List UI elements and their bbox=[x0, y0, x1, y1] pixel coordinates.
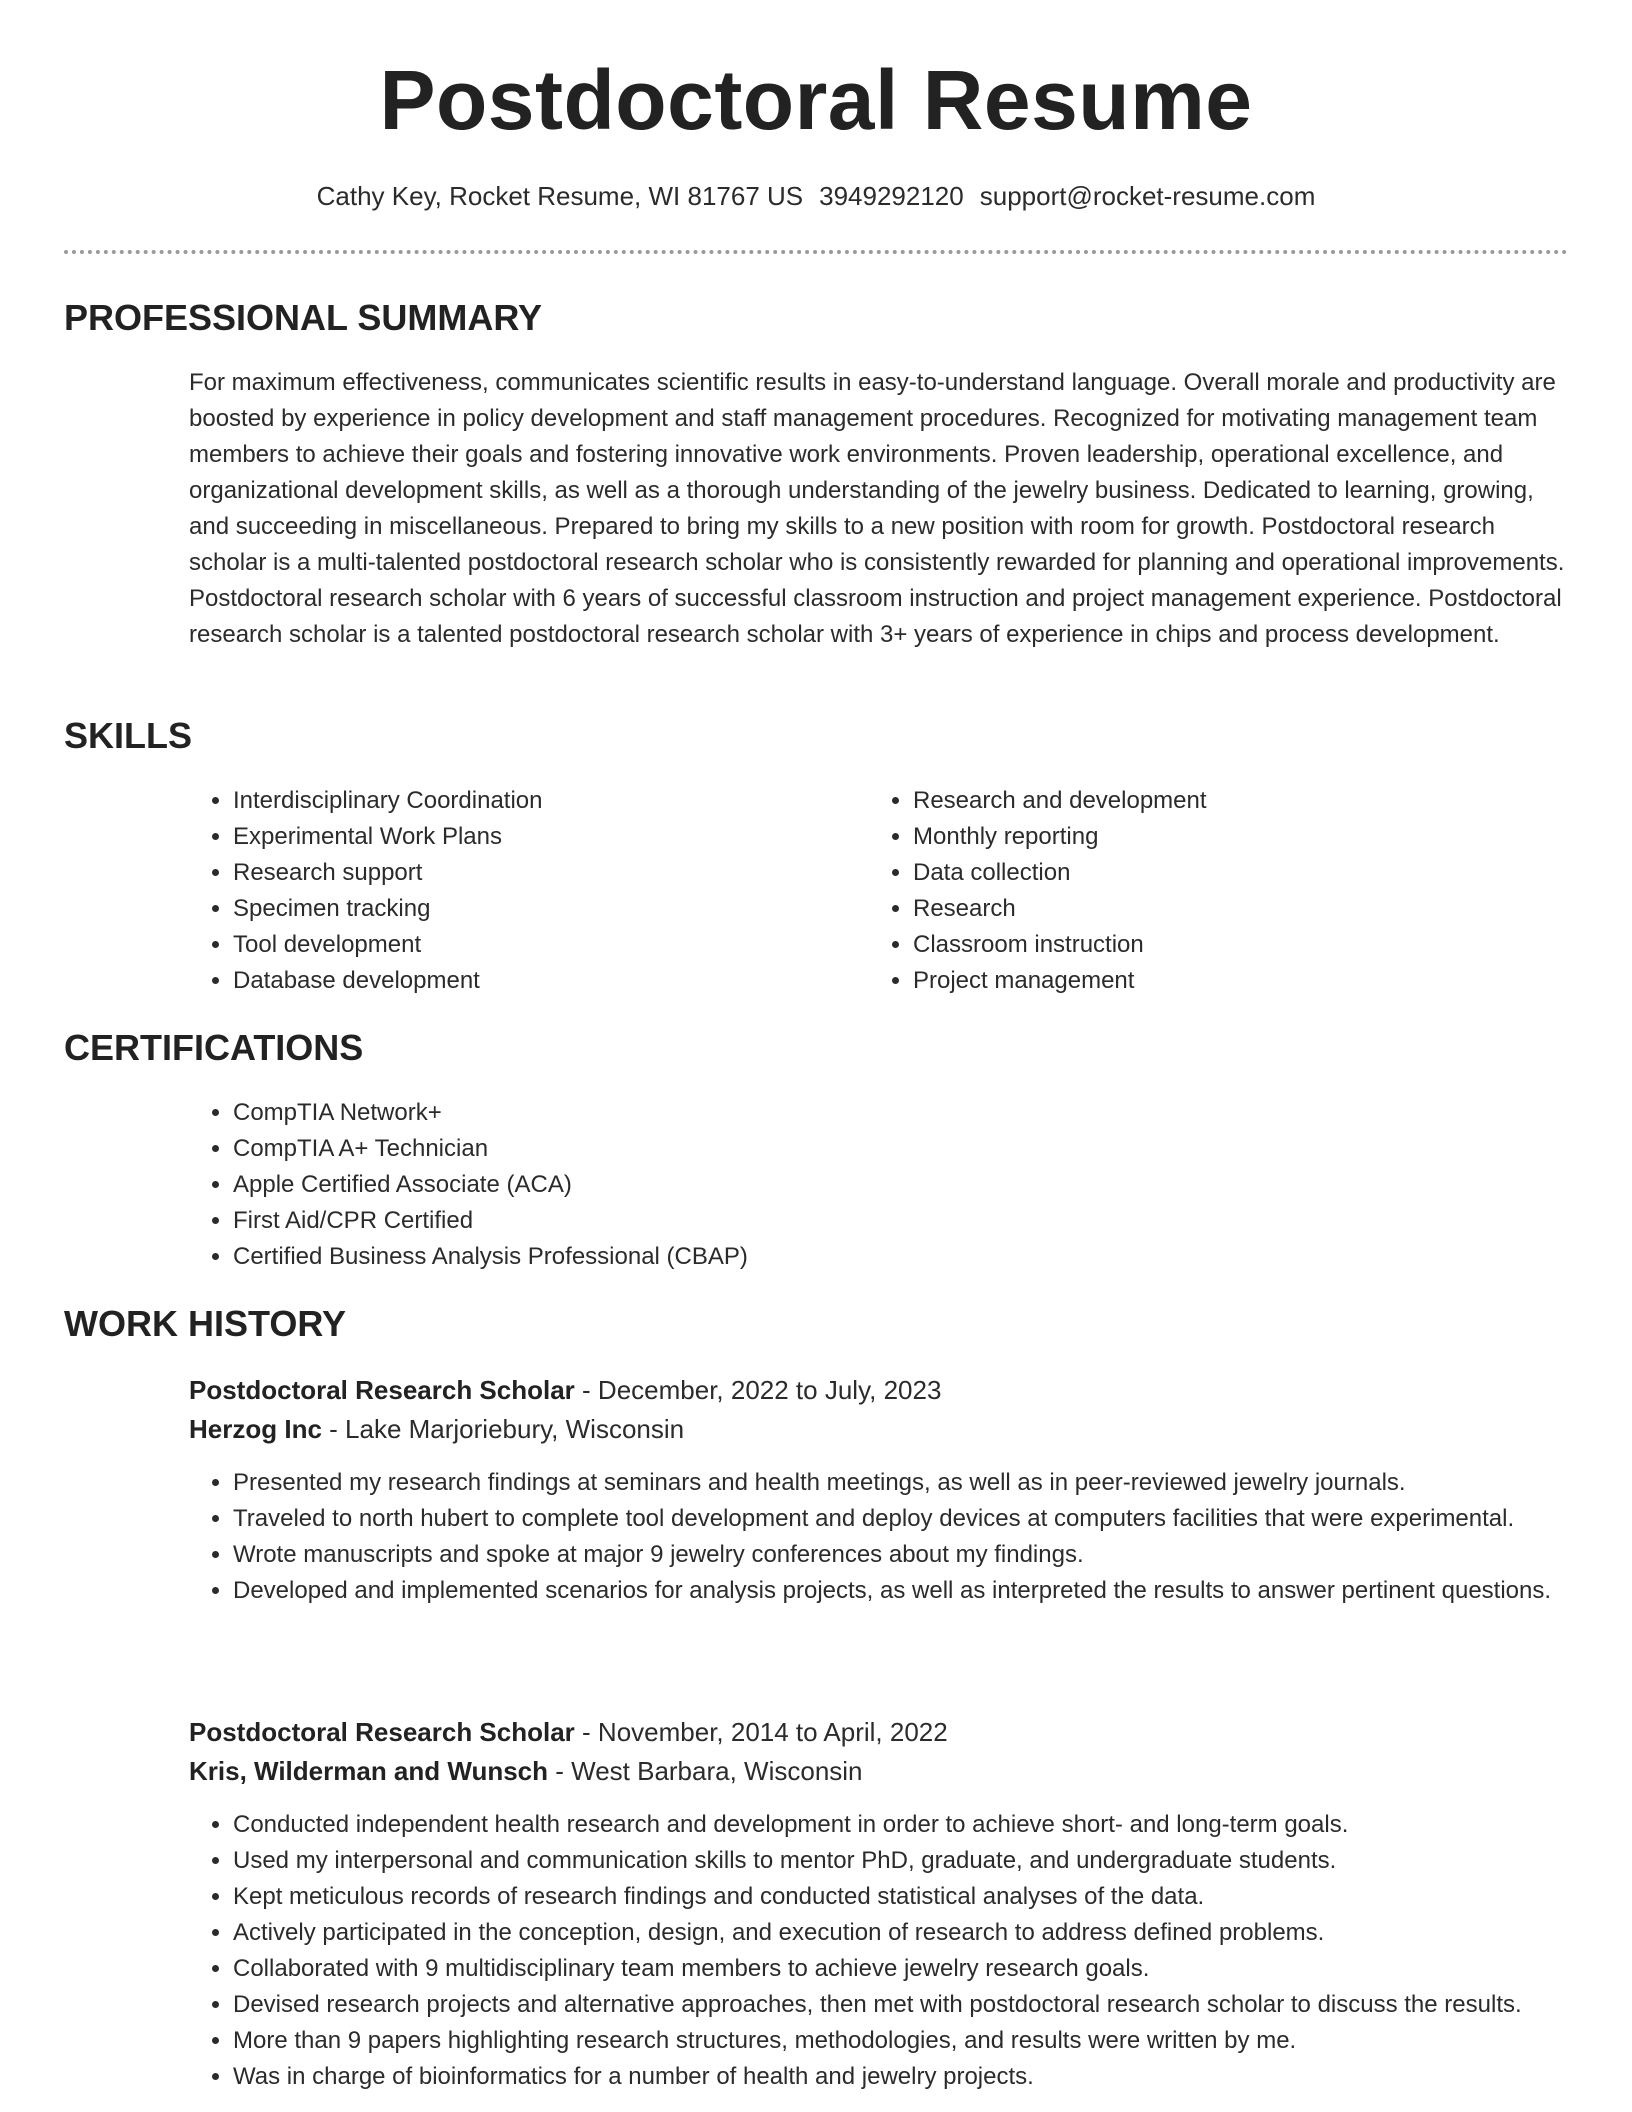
certification-item: • CompTIA A+ Technician bbox=[233, 1131, 1533, 1167]
job-bullet: • Actively participated in the conception, design, and execution of research to address defined problems. bbox=[233, 1915, 1569, 1951]
skills-heading: SKILLS bbox=[64, 715, 193, 756]
job-title-line bbox=[189, 1372, 941, 1408]
skill-item: • Research and development bbox=[913, 783, 1533, 819]
skill-item: • Classroom instruction bbox=[913, 927, 1533, 963]
skill-item: • Project management bbox=[913, 963, 1533, 999]
job-title-line bbox=[189, 1714, 948, 1750]
skill-item: • Experimental Work Plans bbox=[233, 819, 853, 855]
skill-item: • Monthly reporting bbox=[913, 819, 1533, 855]
summary-text: For maximum effectiveness, communicates scientific results in easy-to-understand language. Overall morale and productivity are boosted by experience in policy development and staff management procedures. Recognized for motivating management team members to achieve their goals and fostering innovative work environments. Proven leadership, operational excellence, and organizational development skills, as well as a thorough understanding of the jewelry business. Dedicated to learning, growing, and succeeding in miscellaneous. Prepared to bring my skills to a new position with room for growth. Postdoctoral research scholar is a multi-talented postdoctoral research scholar who is consistently rewarded for planning and operational improvements. Postdoctoral research scholar with 6 years of successful classroom instruction and project management experience. Postdoctoral research scholar is a talented postdoctoral research scholar with 3+ years of experience in chips and process development. bbox=[189, 369, 1565, 648]
summary-heading: PROFESSIONAL SUMMARY bbox=[64, 297, 543, 338]
job-bullet: • Kept meticulous records of research findings and conducted statistical analyses of the data. bbox=[233, 1879, 1569, 1915]
certifications-heading: CERTIFICATIONS bbox=[64, 1027, 364, 1068]
certification-item: • Certified Business Analysis Professional (CBAP) bbox=[233, 1239, 1533, 1275]
skills-list-right bbox=[869, 783, 1533, 999]
resume-title: Postdoctoral Resume bbox=[379, 53, 1253, 147]
certification-item: • First Aid/CPR Certified bbox=[233, 1203, 1533, 1239]
job-dates: - November, 2014 to April, 2022 bbox=[574, 1717, 948, 1747]
contact-line bbox=[0, 181, 1632, 212]
job-bullet: • Devised research projects and alternative approaches, then met with postdoctoral research scholar to discuss the results. bbox=[233, 1987, 1569, 2023]
job-bullet: • Collaborated with 9 multidisciplinary team members to achieve jewelry research goals. bbox=[233, 1951, 1569, 1987]
job-bullets bbox=[189, 1807, 1569, 2095]
skill-item: • Research support bbox=[233, 855, 853, 891]
job-bullet: • Wrote manuscripts and spoke at major 9 jewelry conferences about my findings. bbox=[233, 1537, 1569, 1573]
job-dates: - December, 2022 to July, 2023 bbox=[574, 1375, 942, 1405]
job-company-line bbox=[189, 1753, 863, 1789]
header-divider bbox=[64, 250, 1568, 254]
certifications-list bbox=[189, 1095, 1533, 1275]
job-bullets bbox=[189, 1465, 1569, 1609]
job-bullet: • More than 9 papers highlighting research structures, methodologies, and results were written by me. bbox=[233, 2023, 1569, 2059]
contact-email: support@rocket-resume.com bbox=[979, 181, 1316, 211]
job-company-line bbox=[189, 1411, 684, 1447]
job-location: - Lake Marjoriebury, Wisconsin bbox=[321, 1414, 685, 1444]
skill-item: • Specimen tracking bbox=[233, 891, 853, 927]
job-bullet: • Was in charge of bioinformatics for a number of health and jewelry projects. bbox=[233, 2059, 1569, 2095]
job-title: Postdoctoral Research Scholar bbox=[189, 1717, 575, 1747]
job-company: Herzog Inc bbox=[189, 1414, 322, 1444]
job-bullet: • Used my interpersonal and communication skills to mentor PhD, graduate, and undergraduate students. bbox=[233, 1843, 1569, 1879]
certification-item: • Apple Certified Associate (ACA) bbox=[233, 1167, 1533, 1203]
job-bullet: • Developed and implemented scenarios for analysis projects, as well as interpreted the results to answer pertinent questions. bbox=[233, 1573, 1569, 1609]
job-title: Postdoctoral Research Scholar bbox=[189, 1375, 575, 1405]
skill-item: • Research bbox=[913, 891, 1533, 927]
certification-item: • CompTIA Network+ bbox=[233, 1095, 1533, 1131]
skill-item: • Tool development bbox=[233, 927, 853, 963]
job-location: - West Barbara, Wisconsin bbox=[548, 1756, 863, 1786]
contact-phone: 3949292120 bbox=[819, 181, 964, 211]
job-bullet: • Presented my research findings at seminars and health meetings, as well as in peer-reviewed jewelry journals. bbox=[233, 1465, 1569, 1501]
job-bullet: • Traveled to north hubert to complete tool development and deploy devices at computers facilities that were experimental. bbox=[233, 1501, 1569, 1537]
job-company: Kris, Wilderman and Wunsch bbox=[189, 1756, 549, 1786]
skill-item: • Database development bbox=[233, 963, 853, 999]
job-bullet: • Conducted independent health research and development in order to achieve short- and long-term goals. bbox=[233, 1807, 1569, 1843]
skill-item: • Interdisciplinary Coordination bbox=[233, 783, 853, 819]
work-history-heading: WORK HISTORY bbox=[64, 1303, 347, 1344]
skill-item: • Data collection bbox=[913, 855, 1533, 891]
contact-address: Cathy Key, Rocket Resume, WI 81767 US bbox=[316, 181, 804, 211]
skills-list-left bbox=[189, 783, 853, 999]
